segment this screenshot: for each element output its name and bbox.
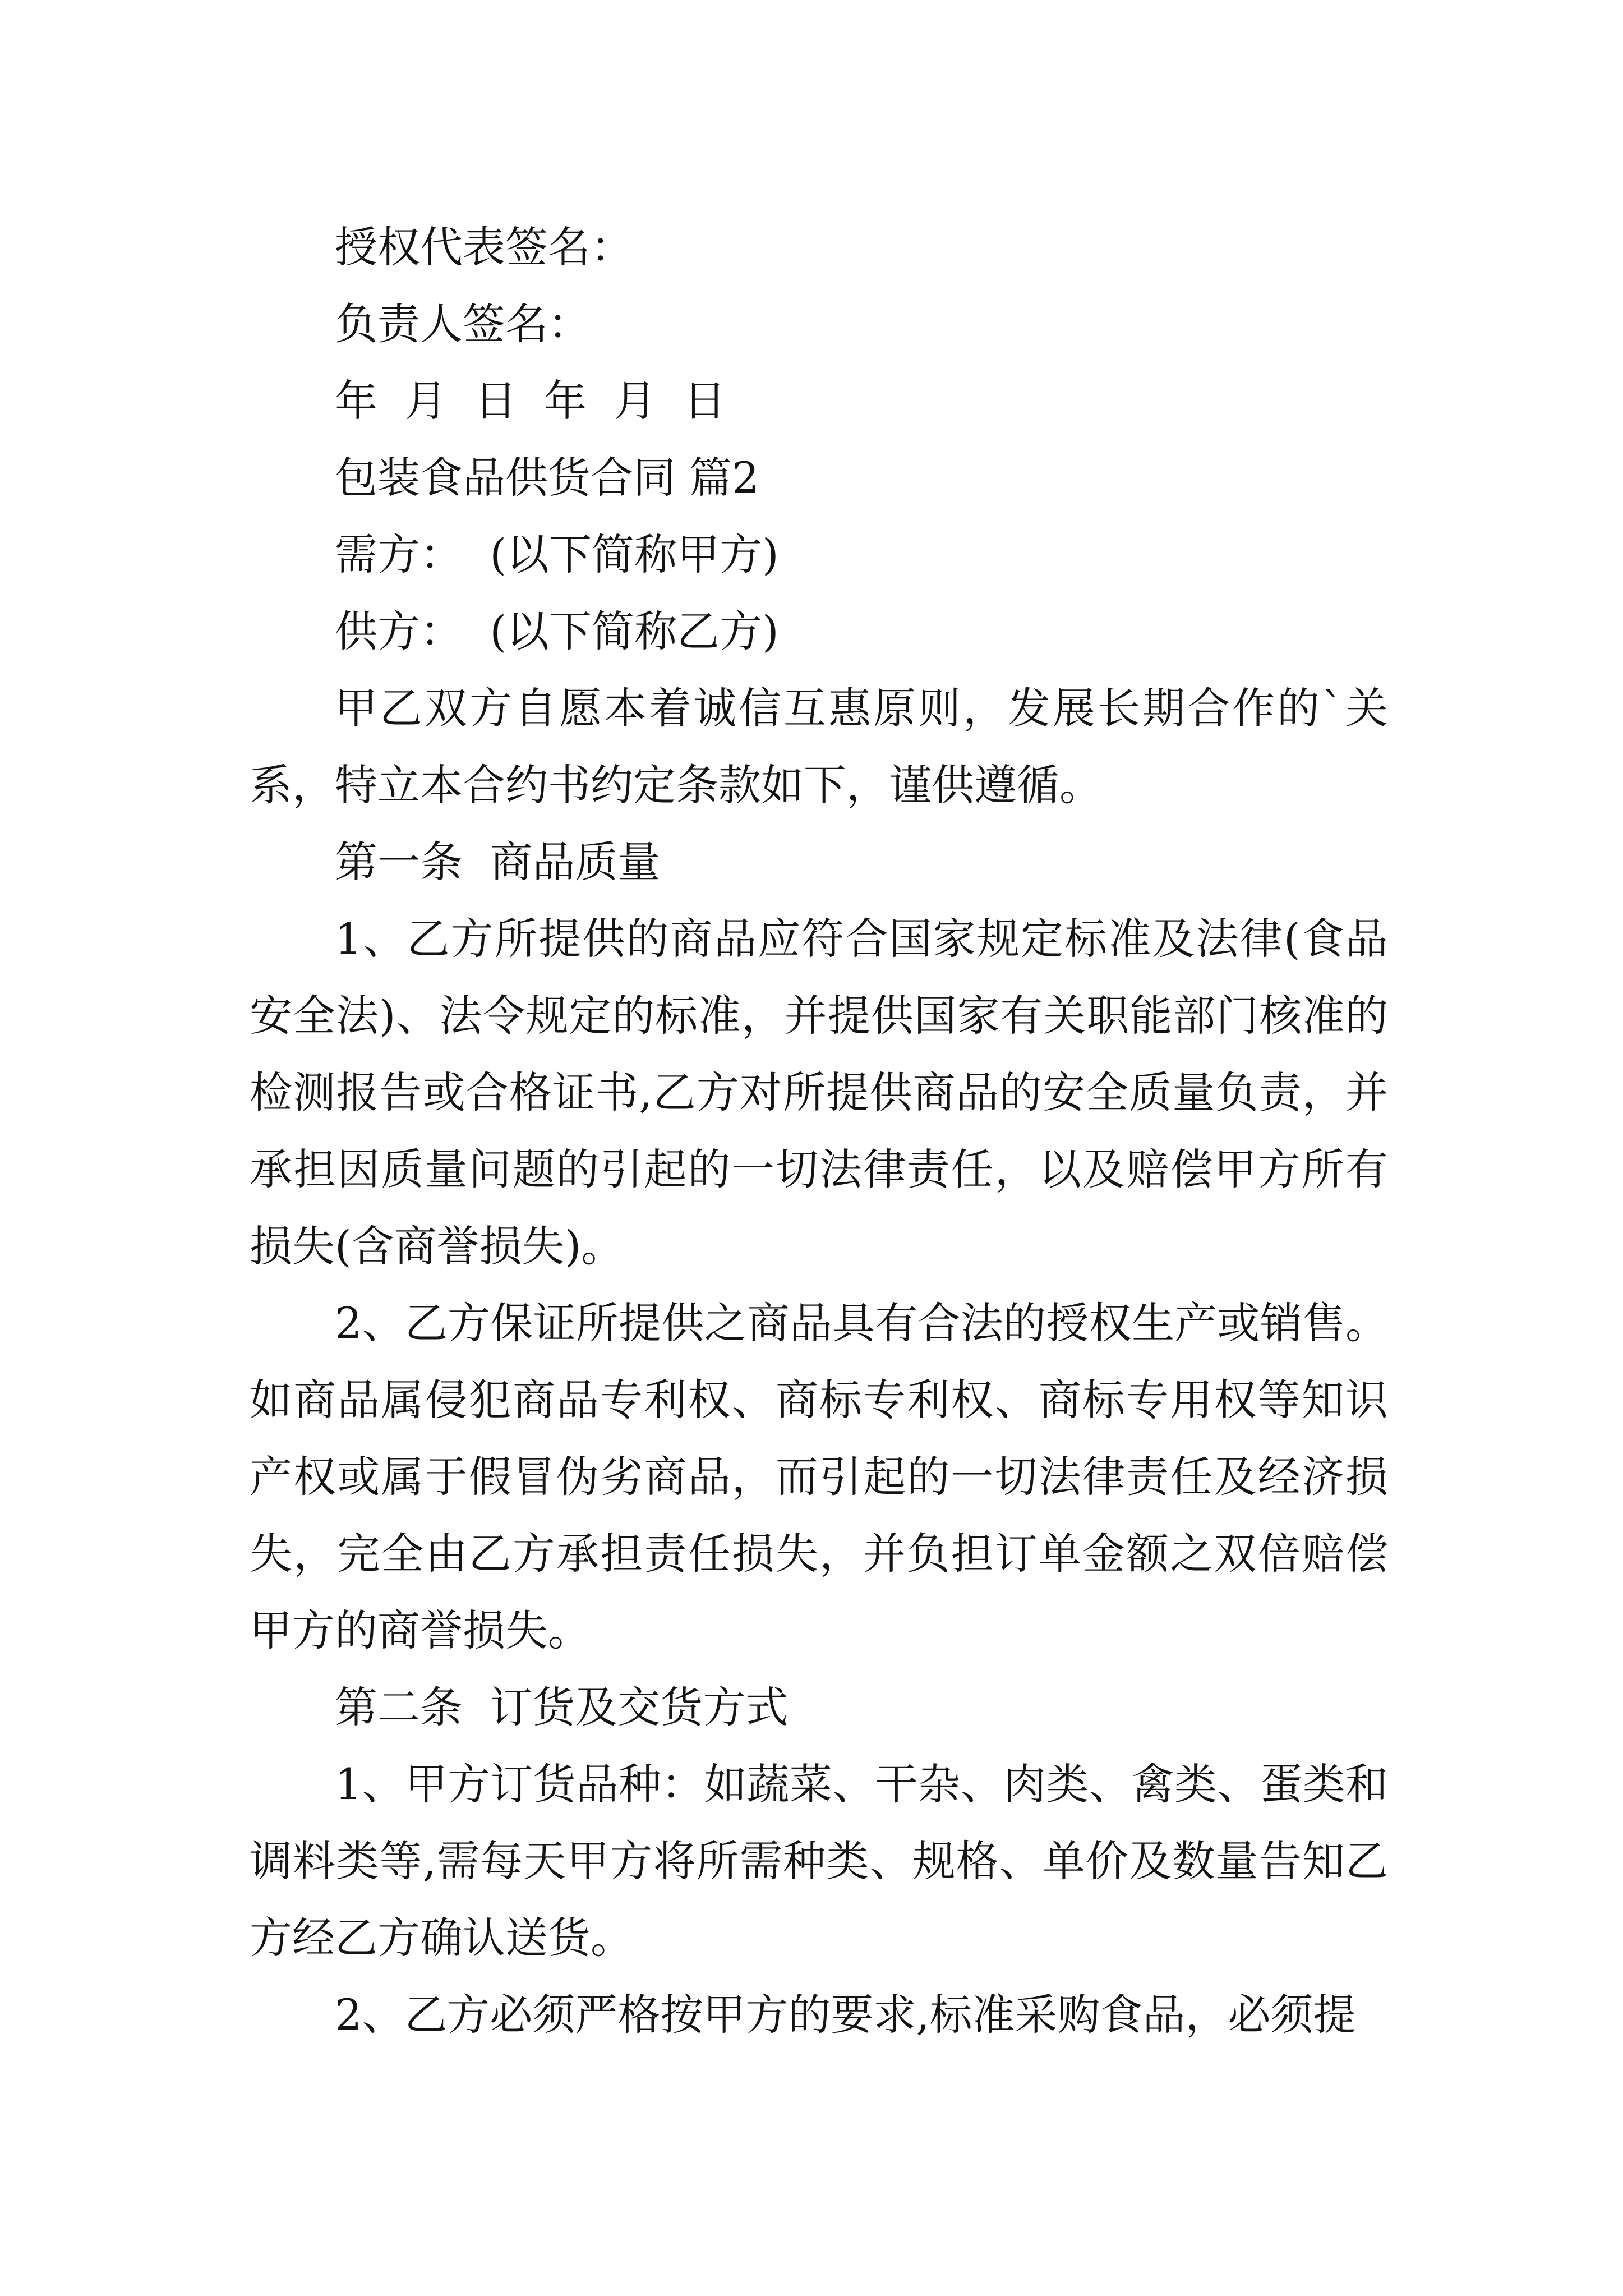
article-2-clause-2: 2、乙方必须严格按甲方的要求,标准采购食品，必须提 xyxy=(335,1990,1356,2040)
preamble-paragraph: 甲乙双方自愿本着诚信互惠原则，发展长期合作的`关系，特立本合约书约定条款如下，谨供遵循。 xyxy=(250,683,1388,810)
signature-responsible-person: 负责人签名： xyxy=(335,299,591,349)
article-1-clause-1: 1、乙方所提供的商品应符合国家规定标准及法律(食品安全法)、法令规定的标准，并提供国家有关职能部门核准的检测报告或合格证书,乙方对所提供商品的安全质量负责，并承担因质量问题的引起的一切法律责任，以及赔偿甲方所有损失(含商誉损失)。 xyxy=(250,914,1388,1271)
date-line: 年 月 日 年 月 日 xyxy=(335,376,726,426)
article-2-clause-1: 1、甲方订货品种：如蔬菜、干杂、肉类、禽类、蛋类和调料类等,需每天甲方将所需种类、规格、单价及数量告知乙方经乙方确认送货。 xyxy=(250,1759,1388,1963)
document-body xyxy=(250,209,1388,2053)
contract-title: 包装食品供货合同 篇2 xyxy=(335,453,759,503)
article-1-clause-2: 2、乙方保证所提供之商品具有合法的授权生产或销售。如商品属侵犯商品专利权、商标专利权、商标专用权等知识产权或属于假冒伪劣商品，而引起的一切法律责任及经济损失，完全由乙方承担责任损失，并负担订单金额之双倍赔偿甲方的商誉损失。 xyxy=(250,1298,1388,1655)
signature-authorized-rep: 授权代表签名： xyxy=(335,222,633,272)
party-supply: 供方： (以下简称乙方) xyxy=(335,606,779,656)
article-1-heading: 第一条 商品质量 xyxy=(335,837,661,887)
party-demand: 需方： (以下简称甲方) xyxy=(335,530,779,579)
article-2-heading: 第二条 订货及交货方式 xyxy=(335,1682,789,1732)
